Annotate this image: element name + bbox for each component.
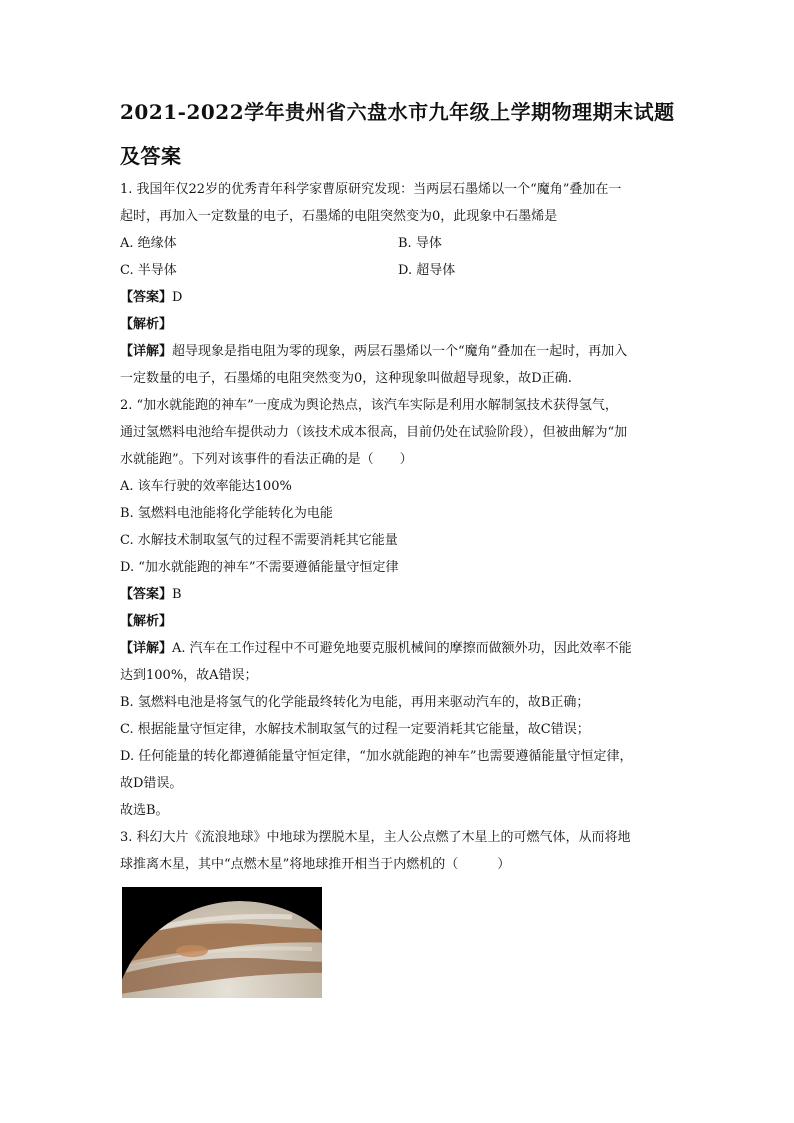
- q1-analysis-tag: 【解析】: [120, 317, 173, 332]
- q1-option-d: D. 超导体: [398, 263, 456, 278]
- q3-stem-line-2: 球推离木星，其中“点燃木星”将地球推开相当于内燃机的（ ）: [120, 857, 511, 872]
- q1-options-row-2: [120, 257, 676, 284]
- q2-option-a: A. 该车行驶的效率能达100%: [120, 479, 292, 494]
- q1-option-b: B. 导体: [398, 236, 442, 251]
- jupiter-planet-illustration: [122, 887, 322, 998]
- q2-option-c: C. 水解技术制取氢气的过程不需要消耗其它能量: [120, 533, 398, 548]
- q2-detail-line-1: [120, 635, 676, 662]
- q3-stem-line-1: 3. 科幻大片《流浪地球》中地球为摆脱木星，主人公点燃了木星上的可燃气体，从而将地: [120, 830, 631, 845]
- q1-answer-tag: 【答案】: [120, 290, 173, 305]
- q2-detail-tag: 【详解】: [120, 641, 173, 656]
- q1-stem-line-1: 1. 我国年仅22岁的优秀青年科学家曹原研究发现：当两层石墨烯以一个“魔角”叠加在一: [120, 182, 622, 197]
- q2-stem-line-3: 水就能跑”。下列对该事件的看法正确的是（ ）: [120, 452, 413, 467]
- title-line-2: 及答案: [120, 144, 182, 168]
- q2-option-d: D. “加水就能跑的神车”不需要遵循能量守恒定律: [120, 560, 399, 575]
- q2-option-b: B. 氢燃料电池能将化学能转化为电能: [120, 506, 333, 521]
- title-line-1: 2021-2022学年贵州省六盘水市九年级上学期物理期末试题: [120, 100, 675, 124]
- q2-answer-value: B: [172, 587, 182, 602]
- q1-detail-line-1: [120, 338, 676, 365]
- document-body: [120, 176, 676, 878]
- q2-stem-line-1: 2. “加水就能跑的神车”一度成为舆论热点，该汽车实际是利用水解制氢技术获得氢气，: [120, 398, 618, 413]
- q2-detail-text-1: A. 汽车在工作过程中不可避免地要克服机械间的摩擦而做额外功，因此效率不能: [172, 641, 632, 656]
- q2-detail-line-6: 故D错误。: [120, 776, 183, 791]
- q1-stem-line-2: 起时，再加入一定数量的电子，石墨烯的电阻突然变为0，此现象中石墨烯是: [120, 209, 558, 224]
- q2-detail-line-5: D. 任何能量的转化都遵循能量守恒定律，“加水就能跑的神车”也需要遵循能量守恒定律，: [120, 749, 633, 764]
- q2-answer: [120, 581, 676, 608]
- q1-answer-value: D: [172, 290, 183, 305]
- q2-detail-line-4: C. 根据能量守恒定律，水解技术制取氢气的过程一定要消耗其它能量，故C错误；: [120, 722, 590, 737]
- q2-detail-line-3: B. 氢燃料电池是将氢气的化学能最终转化为电能，再用来驱动汽车的，故B正确；: [120, 695, 590, 710]
- q1-option-a: A. 绝缘体: [120, 236, 177, 251]
- q1-option-c: C. 半导体: [120, 263, 177, 278]
- q1-answer: [120, 284, 676, 311]
- q2-conclusion: 故选B。: [120, 803, 169, 818]
- q1-detail-tag: 【详解】: [120, 344, 173, 359]
- q1-detail-line-2: 一定数量的电子，石墨烯的电阻突然变为0，这种现象叫做超导现象，故D正确.: [120, 371, 572, 386]
- q2-answer-tag: 【答案】: [120, 587, 173, 602]
- document-title: [120, 90, 680, 178]
- q2-detail-line-2: 达到100%，故A错误；: [120, 668, 258, 683]
- q1-options-row-1: [120, 230, 676, 257]
- q2-stem-line-2: 通过氢燃料电池给车提供动力（该技术成本很高，目前仍处在试验阶段），但被曲解为“加: [120, 425, 628, 440]
- q1-detail-text-1: 超导现象是指电阻为零的现象，两层石墨烯以一个“魔角”叠加在一起时，再加入: [172, 344, 628, 359]
- jupiter-image: [122, 887, 322, 998]
- q2-analysis-tag: 【解析】: [120, 614, 173, 629]
